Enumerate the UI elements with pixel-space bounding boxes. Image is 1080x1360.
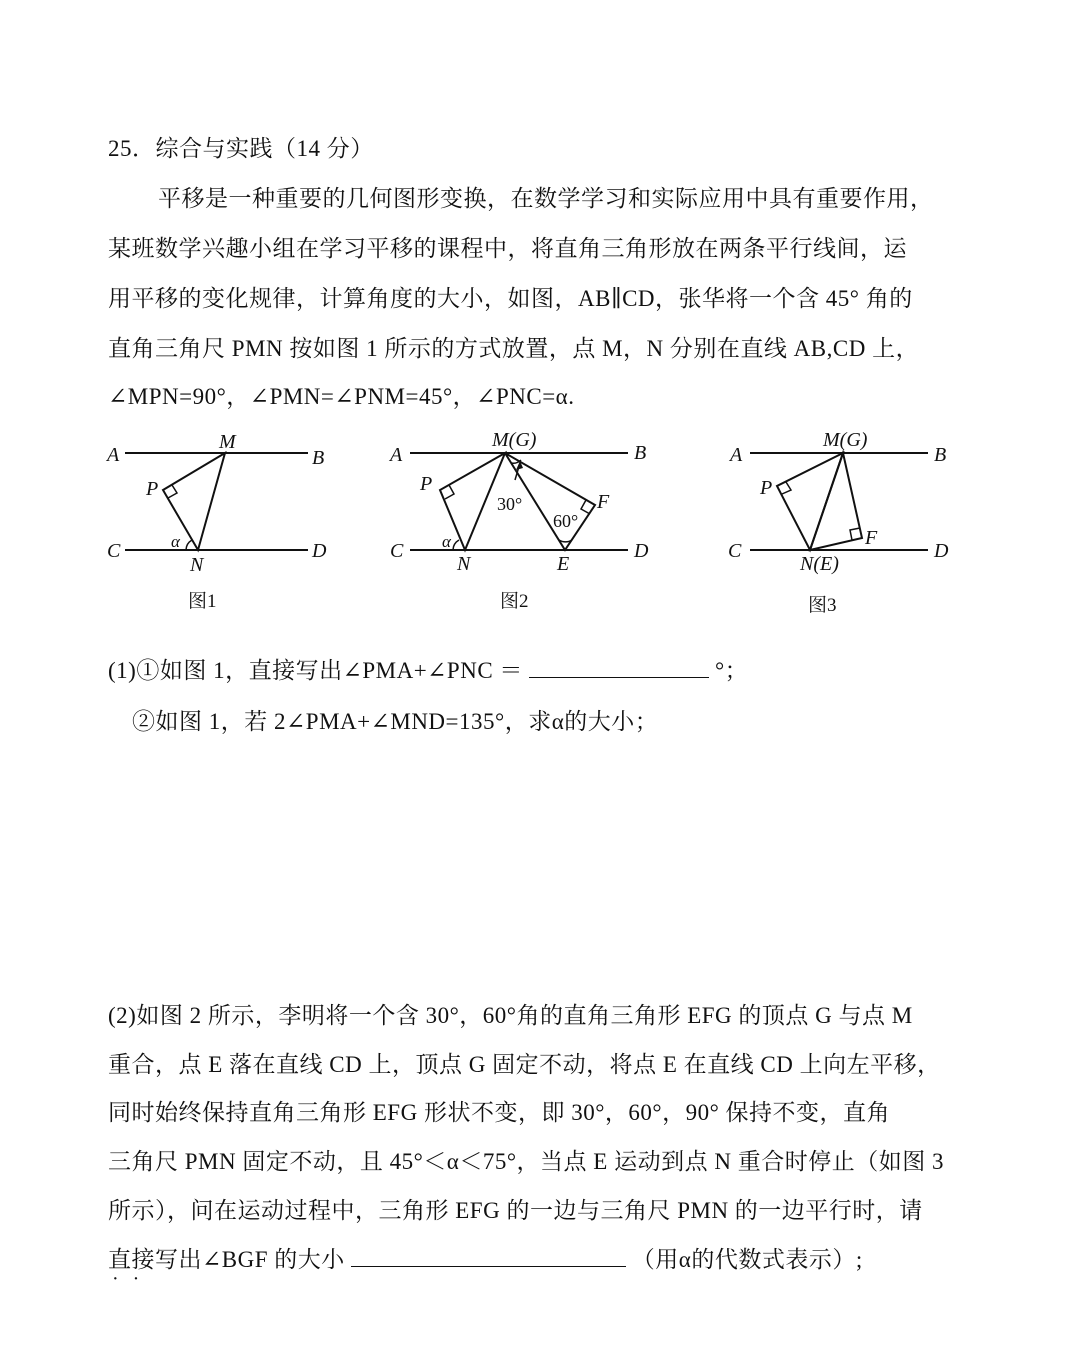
fig2-label-d: D: [634, 540, 649, 562]
fig2-label-f: F: [597, 491, 610, 513]
part1-item1-text: (1)①如图 1，直接写出∠PMA+∠PNC ＝: [108, 658, 523, 683]
fig3-label-c: C: [728, 540, 742, 562]
fig1-label-m: M: [219, 431, 236, 453]
fig1-label-a: A: [107, 444, 120, 466]
fig2-label-mg: M(G): [492, 429, 537, 451]
fig2-label-30: 30°: [497, 494, 523, 514]
part2-line-1: (2)如图 2 所示，李明将一个含 30°，60°角的直角三角形 EFG 的顶点 G 与点 M: [108, 1003, 913, 1028]
fig2-label-c: C: [390, 540, 404, 562]
emphasis-dots: ··: [112, 1268, 154, 1290]
fig2-label-p: P: [420, 473, 433, 495]
fig2-alpha-arc: [453, 540, 459, 550]
fig3-label-p: P: [760, 477, 773, 499]
figures: [0, 0, 1080, 640]
fig3-label-f: F: [865, 527, 878, 549]
part2-answer-blank[interactable]: [351, 1244, 626, 1267]
fig1-alpha-arc: [186, 540, 192, 550]
part2-last-text: 直接写出∠BGF 的大小: [108, 1247, 345, 1272]
fig1-label-alpha: α: [171, 532, 180, 551]
fig2-caption: 图2: [500, 591, 529, 612]
fig2-label-alpha: α: [442, 532, 451, 551]
intro-line-5: ∠MPN=90°，∠PMN=∠PNM=45°，∠PNC=α.: [108, 384, 575, 409]
intro-line-1: 平移是一种重要的几何图形变换，在数学学习和实际应用中具有重要作用，: [158, 186, 934, 211]
part1-answer-blank[interactable]: [529, 655, 709, 678]
figure-3: [750, 453, 928, 550]
part1-item1: [108, 652, 748, 685]
fig1-label-n: N: [190, 554, 204, 576]
part2-line-5: 所示），问在运动过程中，三角形 EFG 的一边与三角尺 PMN 的一边平行时，请: [108, 1198, 923, 1223]
fig3-label-a: A: [730, 444, 743, 466]
part1-item1-suffix: °；: [714, 658, 749, 683]
part2-line-6: [108, 1241, 863, 1274]
part2-line-3: 同时始终保持直角三角形 EFG 形状不变，即 30°，60°，90° 保持不变，直角: [108, 1100, 891, 1125]
fig2-label-a: A: [390, 444, 403, 466]
fig3-caption: 图3: [808, 595, 837, 616]
intro-line-2: 某班数学兴趣小组在学习平移的课程中，将直角三角形放在两条平行线间，运: [108, 236, 907, 261]
fig1-label-d: D: [312, 540, 327, 562]
fig2-label-e: E: [557, 553, 570, 575]
fig2-60-arc: [559, 540, 572, 542]
intro-line-3: 用平移的变化规律，计算角度的大小，如图，AB∥CD，张华将一个含 45° 角的: [108, 286, 913, 311]
part1-item2: ②如图 1，若 2∠PMA+∠MND=135°，求α的大小；: [132, 709, 659, 734]
fig1-label-p: P: [146, 478, 159, 500]
fig3-label-mg: M(G): [823, 429, 868, 451]
part2-last-suffix: （用α的代数式表示）;: [631, 1247, 863, 1272]
figure-1: [125, 453, 308, 550]
fig3-triangle-efg: [810, 453, 862, 550]
fig3-label-b: B: [934, 444, 947, 466]
part2-line-2: 重合，点 E 落在直线 CD 上，顶点 G 固定不动，将点 E 在直线 CD 上向左平移，: [108, 1052, 941, 1077]
fig1-label-b: B: [312, 447, 325, 469]
fig2-label-n: N: [457, 553, 471, 575]
fig1-caption: 图1: [188, 591, 217, 612]
fig3-label-ne: N(E): [800, 553, 839, 575]
fig3-triangle-pmn: [777, 453, 843, 550]
fig1-label-c: C: [107, 540, 121, 562]
question-heading: 25．综合与实践（14 分）: [108, 136, 374, 161]
part2-line-4: 三角尺 PMN 固定不动，且 45°＜α＜75°，当点 E 运动到点 N 重合时停止（如图 3: [108, 1149, 944, 1174]
intro-line-4: 直角三角尺 PMN 按如图 1 所示的方式放置，点 M，N 分别在直线 AB,CD 上，: [108, 336, 920, 361]
fig3-label-d: D: [934, 540, 949, 562]
fig2-label-60: 60°: [553, 511, 579, 531]
fig2-label-b: B: [634, 442, 647, 464]
